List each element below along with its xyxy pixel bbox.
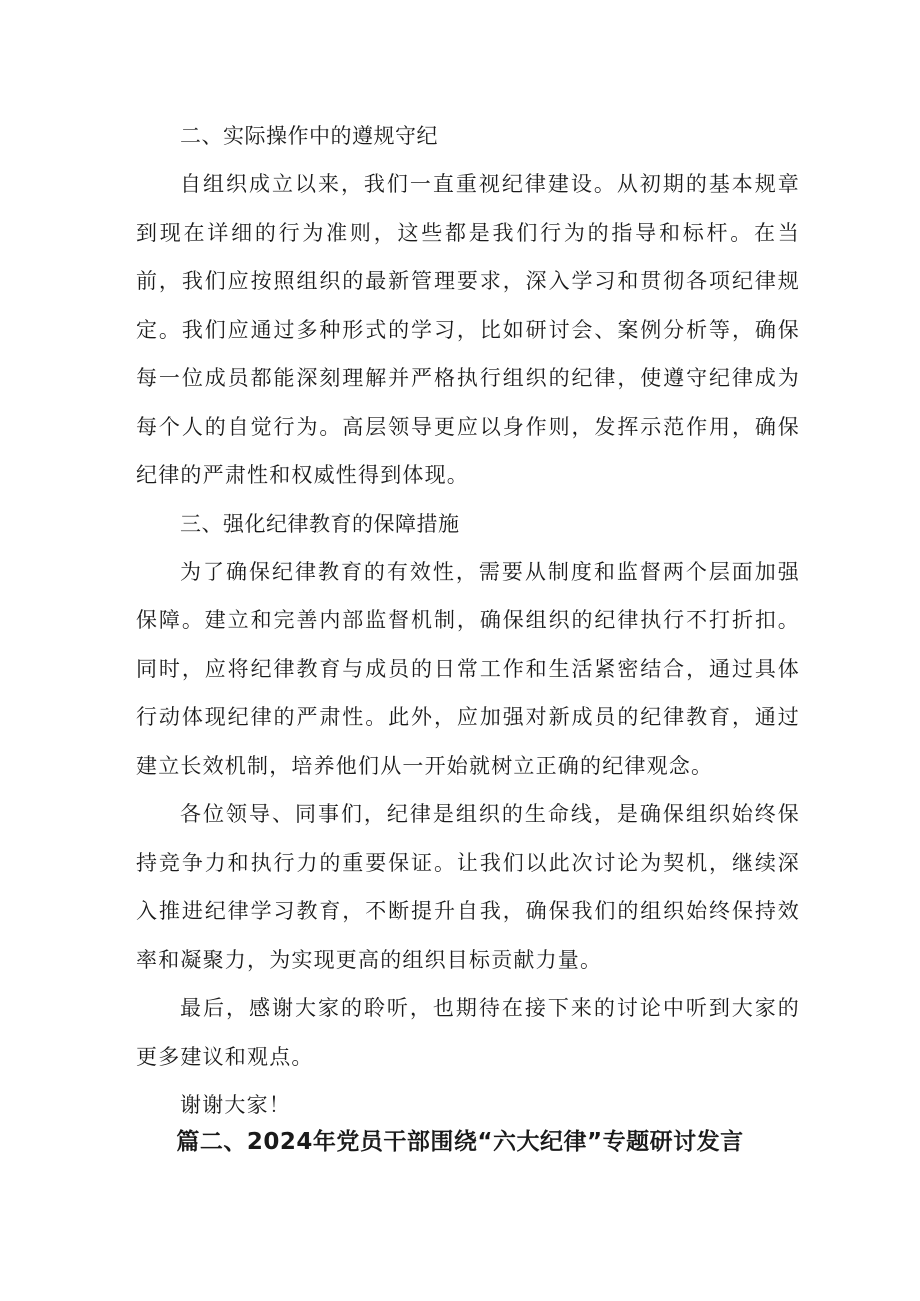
next-article-title-block — [0, 1118, 920, 1166]
thanks-line: 谢谢大家！ — [180, 1093, 291, 1117]
section-heading-3: 三、强化纪律教育的保障措施 — [180, 511, 460, 536]
next-article-title: 篇二、2024年党员干部围绕“六大纪律”专题研讨发言 — [176, 1129, 744, 1155]
document-body — [136, 112, 800, 1130]
section-paragraph-3: 为了确保纪律教育的有效性，需要从制度和监督两个层面加强保障。建立和完善内部监督机制，确保组织的纪律执行不打折扣。同时，应将纪律教育与成员的日常工作和生活紧密结合，通过具体行动体现纪律的严肃性。此外，应加强对新成员的纪律教育，通过建立长效机制，培养他们从一开始就树立正确的纪律观念。 — [136, 559, 800, 778]
closing-paragraph: 各位领导、同事们，纪律是组织的生命线，是确保组织始终保持竞争力和执行力的重要保证。让我们以此次讨论为契机，继续深入推进纪律学习教育，不断提升自我，确保我们的组织始终保持效率和凝聚力，为实现更高的组织目标贡献力量。 — [136, 802, 800, 972]
section-heading-2: 二、实际操作中的遵规守纪 — [180, 124, 438, 148]
thanks-paragraph: 最后，感谢大家的聆听，也期待在接下来的讨论中听到大家的更多建议和观点。 — [136, 996, 800, 1069]
section-paragraph-2: 自组织成立以来，我们一直重视纪律建设。从初期的基本规章到现在详细的行为准则，这些都是我们行为的指导和标杆。在当前，我们应按照组织的最新管理要求，深入学习和贯彻各项纪律规定。我们应通过多种形式的学习，比如研讨会、案例分析等，确保每一位成员都能深刻理解并严格执行组织的纪律，使遵守纪律成为每个人的自觉行为。高层领导更应以身作则，发挥示范作用，确保纪律的严肃性和权威性得到体现。 — [136, 172, 800, 487]
